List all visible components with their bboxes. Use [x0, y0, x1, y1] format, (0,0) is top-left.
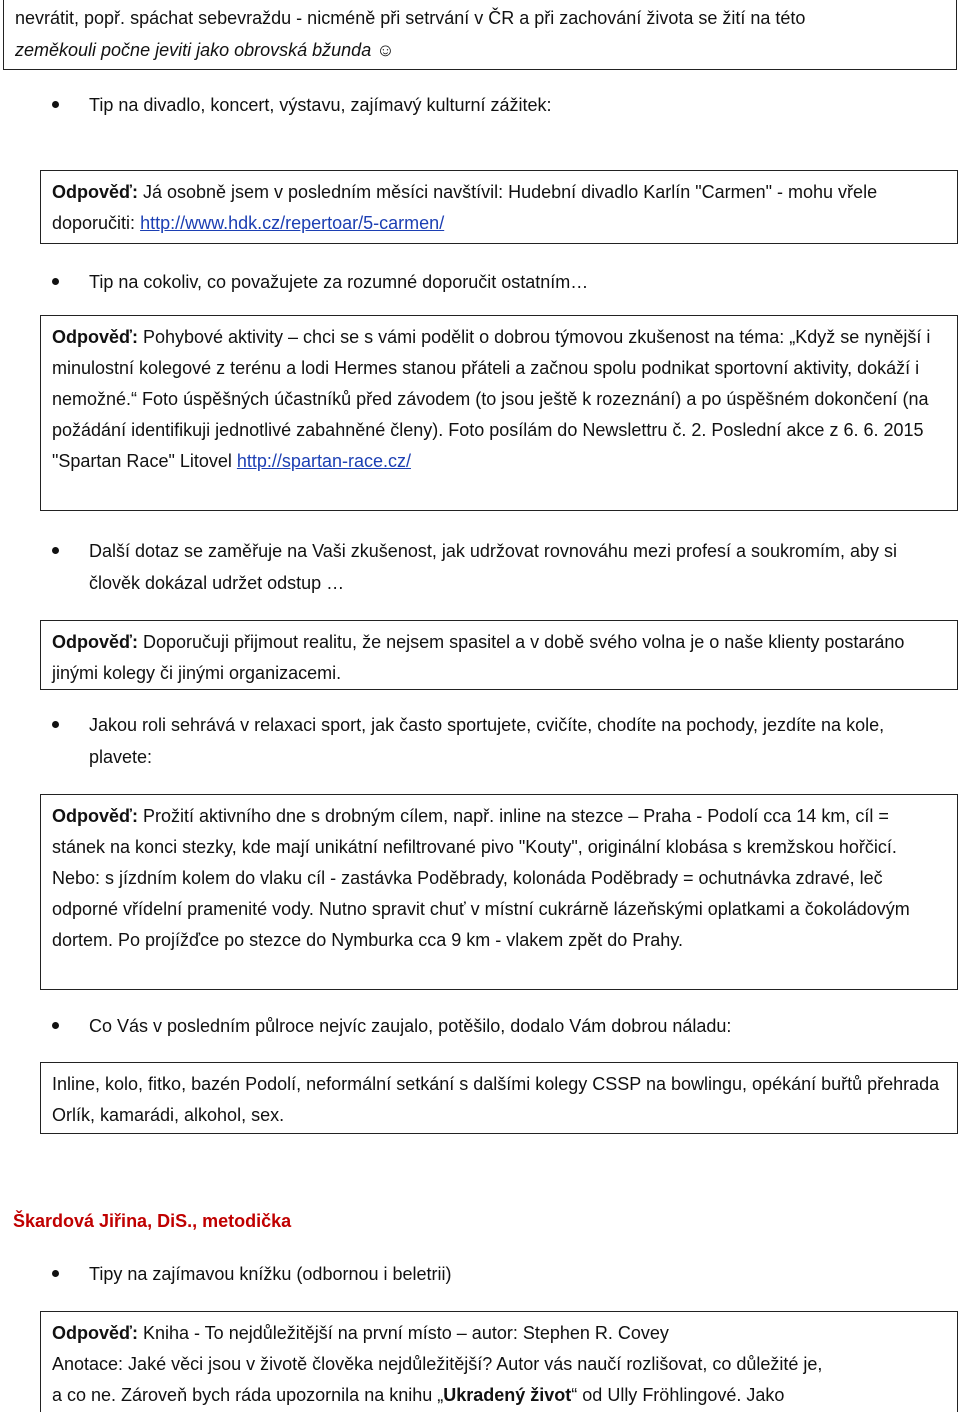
answer-2-box: Odpověď: Pohybové aktivity – chci se s vámi podělit o dobrou týmovou zkušenost na téma: „Když se nynější i minulostní kolegové z terénu a lodi Hermes stanou přáteli a začnou spolu podnikat sportovní aktivity, dokáží i nemožné.“ Foto úspěšných účastníků před závodem (to jsou ještě k rozeznání) a po úspěšném dokončení (na požádání identifikuji jednotlivé zabahněné členy). Foto posílám do Newslettru č. 2. Poslední akce z 6. 6. 2015 "Spartan Race" Litovel http://spartan-race.cz/ [40, 315, 958, 511]
question-6: Tipy na zajímavou knížku (odbornou i beletrii) [52, 1258, 932, 1290]
answer-5-box: Inline, kolo, fitko, bazén Podolí, neformální setkání s dalšími kolegy CSSP na bowlingu, opékání buřtů přehrada Orlík, kamarádi, alkohol, sex. [40, 1062, 958, 1134]
answer-6-line-3: a co ne. Zároveň bych ráda upozornila na knihu „Ukradený život“ od Ully Fröhlingové. Jako [52, 1385, 785, 1405]
person-heading: Škardová Jiřina, DiS., metodička [13, 1211, 292, 1231]
answer-3-box: Odpověď: Doporučuji přijmout realitu, že nejsem spasitel a v době svého volna je o naše klienty postaráno jinými kolegy či jinými organizacemi. [40, 620, 958, 690]
smiley-icon: ☺ [376, 40, 395, 60]
spartan-race-link[interactable]: http://spartan-race.cz/ [236, 451, 411, 471]
question-1: Tip na divadlo, koncert, výstavu, zajímavý kulturní zážitek: [52, 89, 932, 121]
answer-6-line-1: Odpověď: Kniha - To nejdůležitější na první místo – autor: Stephen R. Covey [52, 1323, 669, 1343]
answer-6-box [40, 1311, 958, 1412]
top-line-1: nevrátit, popř. spáchat sebevraždu - nicméně při setrvání v ČR a při zachování života se žití na této [15, 8, 806, 28]
question-4: Jakou roli sehrává v relaxaci sport, jak často sportujete, cvičíte, chodíte na pochody, jezdíte na kole, plavete: [52, 709, 932, 773]
top-line-2: zeměkouli počne jeviti jako obrovská bžunda ☺ [15, 40, 395, 60]
carmen-link[interactable]: http://www.hdk.cz/repertoar/5-carmen/ [140, 213, 445, 233]
book-title: Ukradený život [443, 1385, 572, 1405]
question-3: Další dotaz se zaměřuje na Vaši zkušenost, jak udržovat rovnováhu mezi profesí a soukromím, aby si člověk dokázal udržet odstup … [52, 535, 932, 599]
answer-1-box: Odpověď: Já osobně jsem v posledním měsíci navštívil: Hudební divadlo Karlín "Carmen" - mohu vřele doporučiti: http://www.hdk.cz/repertoar/5-carmen/ [40, 170, 958, 244]
answer-6-line-2: Anotace: Jaké věci jsou v životě člověka nejdůležitější? Autor vás naučí rozlišovat, co důležité je, [52, 1354, 823, 1374]
question-5: Co Vás v posledním půlroce nejvíc zaujalo, potěšilo, dodalo Vám dobrou náladu: [52, 1010, 932, 1042]
answer-4-box: Odpověď: Prožití aktivního dne s drobným cílem, např. inline na stezce – Praha - Podolí cca 14 km, cíl = stánek na konci stezky, kde mají unikátní nefiltrované pivo "Kouty", originální klobása s kremžskou hořčicí. Nebo: s jízdním kolem do vlaku cíl - zastávka Poděbrady, kolonáda Poděbrady = ochutnávka zdravé, leč odporné vřídelní pramenité vody. Nutno spravit chuť v místní cukrárně lázeňskými oplatkami a čokoládovým dortem. Po projížďce po stezce do Nymburka cca 9 km - vlakem zpět do Prahy. [40, 794, 958, 990]
top-answer-box [3, 0, 957, 70]
question-2: Tip na cokoliv, co považujete za rozumné doporučit ostatním… [52, 266, 932, 298]
